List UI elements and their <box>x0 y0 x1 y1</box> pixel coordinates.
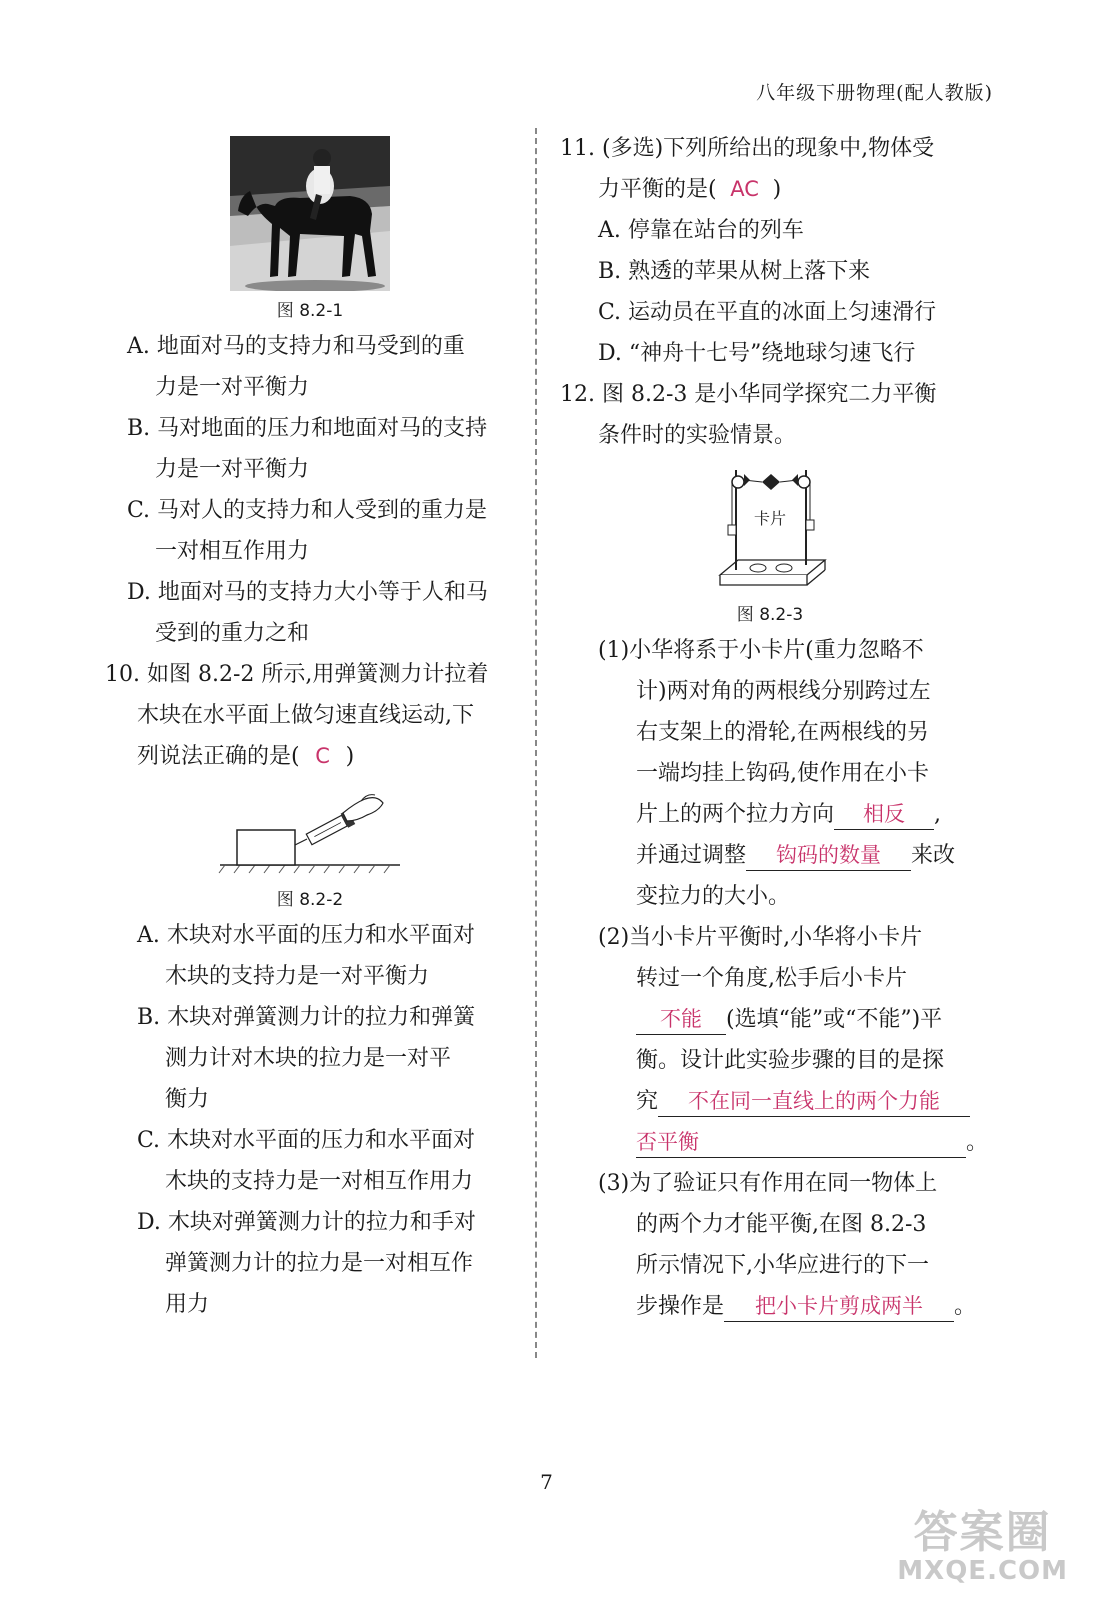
watermark-url: MXQE.COM <box>897 1556 1068 1586</box>
bracket-close: ) <box>345 744 355 769</box>
fill-line <box>560 999 980 1040</box>
option-text: C. 运动员在平直的冰面上匀速滑行 <box>598 300 937 325</box>
subquestion-text: 衡。设计此实验步骤的目的是探 <box>636 1048 945 1073</box>
fill-line <box>560 1081 980 1122</box>
subquestion-text: 转过一个角度,松手后小卡片 <box>636 966 907 991</box>
answer-blank: 否平衡 <box>636 1127 966 1158</box>
option-text: C. 马对人的支持力和人受到的重力是 <box>127 498 488 523</box>
option-text: A. 木块对水平面的压力和水平面对 <box>137 923 475 948</box>
subquestion-text: (1)小华将系于小卡片(重力忽略不 <box>598 638 924 663</box>
fill-line <box>560 1122 989 1163</box>
right-column <box>560 128 989 1327</box>
subquestion-text: 所示情况下,小华应进行的下一 <box>636 1253 929 1278</box>
punctuation: 。 <box>966 1130 989 1155</box>
figure-card-experiment <box>560 460 980 600</box>
answer-choice: C <box>315 744 330 768</box>
option-text: D. 木块对弹簧测力计的拉力和手对 <box>137 1210 476 1235</box>
answer-blank: 不在同一直线上的两个力能 <box>658 1086 970 1117</box>
card-experiment-diagram <box>710 460 830 595</box>
question-text: 木块在水平面上做匀速直线运动,下 <box>137 703 474 728</box>
card-label: 卡片 <box>754 509 787 528</box>
option-text: 衡力 <box>165 1087 210 1112</box>
subquestion-text: (选填“能”或“不能”)平 <box>726 1007 943 1032</box>
page-number: 7 <box>540 1470 553 1494</box>
subquestion-text: 究 <box>636 1089 659 1114</box>
option-text: 弹簧测力计的拉力是一对相互作 <box>165 1251 474 1276</box>
spring-scale-diagram <box>215 785 405 880</box>
option-text: 木块的支持力是一对相互作用力 <box>165 1169 474 1194</box>
figure-caption: 图 8.2-3 <box>736 605 804 625</box>
answer-blank: 把小卡片剪成两半 <box>724 1291 954 1322</box>
option-text: 测力计对木块的拉力是一对平 <box>165 1046 452 1071</box>
question-answer-line <box>560 169 980 210</box>
question-text: 11. (多选)下列所给出的现象中,物体受 <box>560 136 935 161</box>
question-text: 力平衡的是( <box>598 177 717 202</box>
figure-caption: 图 8.2-1 <box>276 301 344 321</box>
fill-line <box>560 794 980 835</box>
column-divider <box>535 128 537 1358</box>
option-text: 力是一对平衡力 <box>155 457 310 482</box>
option-text: B. 熟透的苹果从树上落下来 <box>598 259 871 284</box>
figure-caption: 图 8.2-2 <box>276 890 344 910</box>
option-text: A. 地面对马的支持力和马受到的重 <box>127 334 465 359</box>
watermark-text: 答案圈 <box>913 1507 1052 1558</box>
left-column <box>105 128 515 1325</box>
bracket-close: ) <box>772 177 782 202</box>
horse-rider-photo <box>230 136 390 291</box>
option-text: 一对相互作用力 <box>155 539 310 564</box>
fill-line <box>560 835 980 876</box>
answer-blank: 钩码的数量 <box>746 840 911 871</box>
answer-choice: AC <box>730 177 759 201</box>
question-text: 12. 图 8.2-3 是小华同学探究二力平衡 <box>560 382 937 407</box>
option-text: B. 木块对弹簧测力计的拉力和弹簧 <box>137 1005 476 1030</box>
figure-horse <box>105 136 515 296</box>
subquestion-text: 一端均挂上钩码,使作用在小卡 <box>636 761 929 786</box>
subquestion-text: 步操作是 <box>636 1294 725 1319</box>
question-text: 列说法正确的是( <box>137 744 300 769</box>
punctuation: , <box>934 802 942 827</box>
answer-blank: 不能 <box>636 1004 726 1035</box>
option-text: 力是一对平衡力 <box>155 375 310 400</box>
option-text: D. “神舟十七号”绕地球匀速飞行 <box>598 341 916 366</box>
question-text: 10. 如图 8.2-2 所示,用弹簧测力计拉着 <box>105 662 489 687</box>
subquestion-text: (3)为了验证只有作用在同一物体上 <box>598 1171 938 1196</box>
option-text: A. 停靠在站台的列车 <box>598 218 804 243</box>
subquestion-text: 并通过调整 <box>636 843 747 868</box>
subquestion-text: 计)两对角的两根线分别跨过左 <box>636 679 931 704</box>
question-text: 条件时的实验情景。 <box>598 423 797 448</box>
answer-blank: 相反 <box>834 799 934 830</box>
option-text: 受到的重力之和 <box>155 621 310 646</box>
option-text: 木块的支持力是一对平衡力 <box>165 964 430 989</box>
subquestion-text: 片上的两个拉力方向 <box>636 802 835 827</box>
subquestion-text: (2)当小卡片平衡时,小华将小卡片 <box>598 925 923 950</box>
option-text: D. 地面对马的支持力大小等于人和马 <box>127 580 488 605</box>
page-header: 八年级下册物理(配人教版) <box>756 82 993 104</box>
subquestion-text: 来改 <box>911 843 956 868</box>
figure-spring-scale <box>105 785 515 885</box>
watermark-logo <box>897 1509 1068 1585</box>
punctuation: 。 <box>954 1294 977 1319</box>
fill-line <box>560 1286 980 1327</box>
subquestion-text: 变拉力的大小。 <box>636 884 791 909</box>
option-text: 用力 <box>165 1292 210 1317</box>
option-text: C. 木块对水平面的压力和水平面对 <box>137 1128 476 1153</box>
subquestion-text: 右支架上的滑轮,在两根线的另 <box>636 720 929 745</box>
subquestion-text: 的两个力才能平衡,在图 8.2-3 <box>636 1212 927 1237</box>
option-text: B. 马对地面的压力和地面对马的支持 <box>127 416 488 441</box>
question-answer-line <box>105 736 515 777</box>
